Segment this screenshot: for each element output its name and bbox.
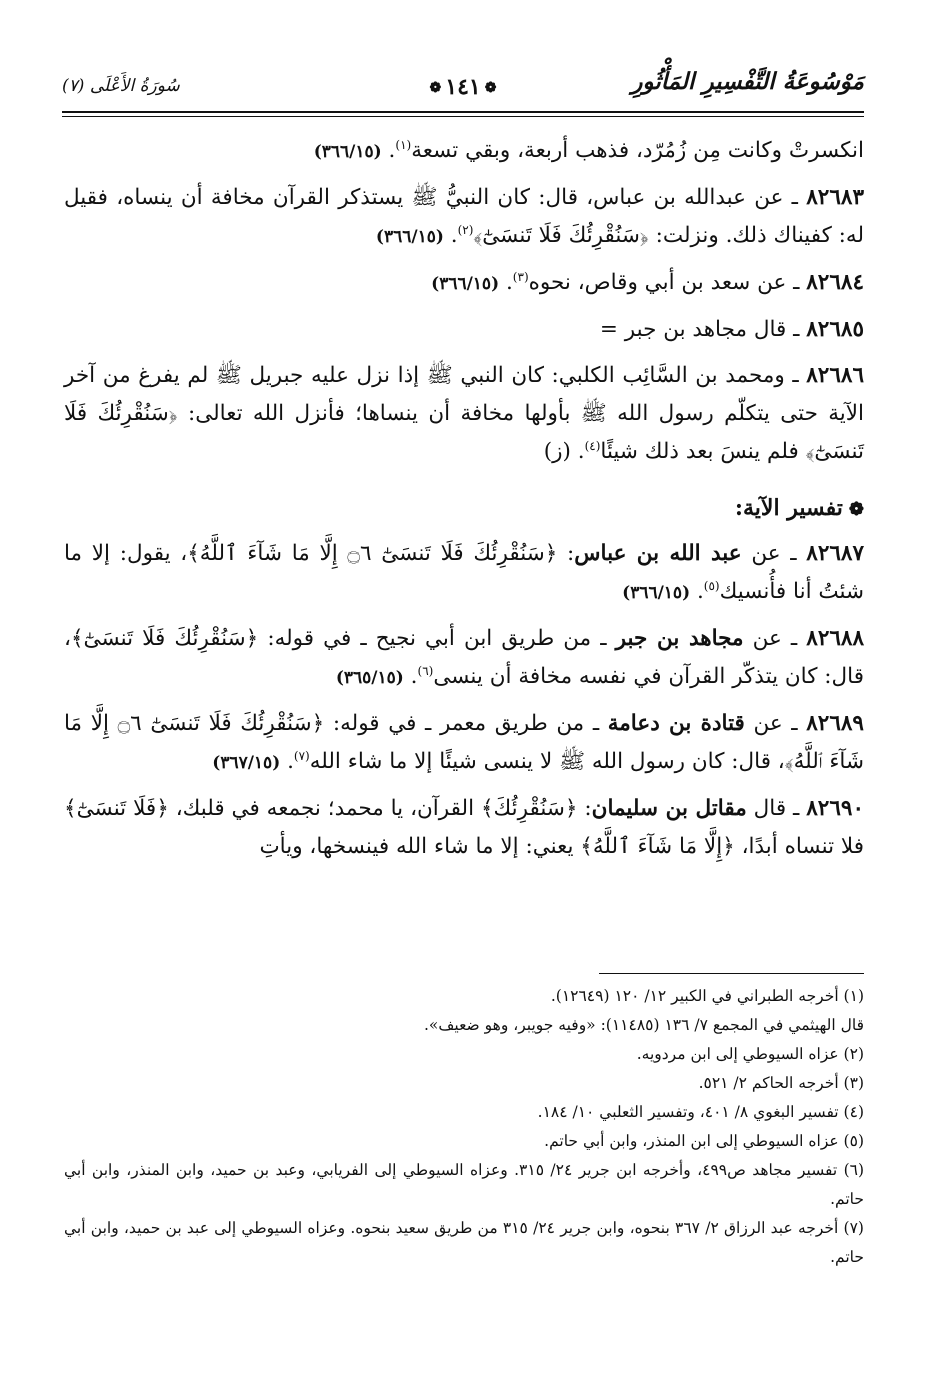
book-title: مَوْسُوعَةُ التَّفْسِيرِ المَأْثُورِ [631, 68, 864, 95]
narrator-name: مجاهد بن جبر [615, 626, 744, 651]
volume-reference: (٣٦٧/١٥) [212, 753, 281, 773]
narration-entry: ٨٢٦٨٩ ـ عن قتادة بن دعامة ـ من طريق معمر ـ في قوله: ﴿سَنُقْرِئُكَ فَلَا تَنسَىٰٓ ۝٦ إِلَّا مَا شَآءَ ٱللَّهُ﴾، قال: كان رسول الله ﷺ لا ينسى شيئًا إلا ما شاء الله$^{(٧)}$. (٣٦٧/١٥) [64, 711, 864, 774]
header-rule-thin [62, 116, 864, 117]
footnote-marker: (٢) [457, 222, 474, 237]
entry-number: ٨٢٦٨٣ [806, 185, 864, 210]
footnote: (٤) تفسير البغوي ٨/ ٤٠١، وتفسير الثعلبي ١٠/ ١٨٤. [537, 1103, 864, 1121]
page-number-block [426, 74, 501, 100]
volume-reference: (٣٦٦/١٥) [622, 583, 691, 603]
entry-number: ٨٢٦٨٤ [806, 270, 864, 295]
footnote-marker: (٣) [512, 269, 529, 284]
entry-text: : ﴿سَنُقْرِئُكَ﴾ القرآن، يا محمد؛ نجمعه في قلبك، ﴿فَلَا تَنسَىٰٓ﴾ فلا تنساه أبدًا، ﴿إِلَّا مَا شَآءَ ٱللَّهُ﴾ يعني: إلا ما شاء الله فينسخها، ويأتِ [64, 796, 864, 859]
entry-number: ٨٢٦٨٨ [806, 626, 865, 651]
narration-entry: ٨٢٦٨٧ ـ عن عبد الله بن عباس: ﴿سَنُقْرِئُكَ فَلَا تَنسَىٰٓ ۝٦ إِلَّا مَا شَآءَ ٱللَّهُ﴾، يقول: إلا ما شئتُ أنا فأُنسيك$^{(٥)}$. (٣٦٦/١٥) [64, 541, 865, 604]
narrator-name: قتادة بن دعامة [607, 711, 745, 736]
entry-number: ٨٢٦٨٧ [806, 541, 865, 566]
narration-entry: ٨٢٦٨٨ ـ عن مجاهد بن جبر ـ من طريق ابن أبي نجيح ـ في قوله: ﴿سَنُقْرِئُكَ فَلَا تَنسَىٰٓ﴾، قال: كان يتذكّر القرآن في نفسه مخافة أن ينسى$^{(٦)}$. (٣٦٥/١٥) [64, 626, 865, 689]
entry-number: ٨٢٦٨٦ [806, 363, 864, 388]
narration-entry: ٨٢٦٨٦ ـ ومحمد بن السَّائِب الكلبي: كان النبي ﷺ إذا نزل عليه جبريل ﷺ لم يفرغ من آخر الآية حتى يتكلّم رسول الله ﷺ بأولها مخافة أن ينساها؛ فأنزل الله تعالى: ﴿سَنُقْرِئُكَ فَلَا تَنسَىٰٓ﴾ فلم ينسَ بعد ذلك شيئًا$^{(٤)}$. (ز) [64, 363, 864, 464]
footnote-marker: (٦) [417, 663, 434, 678]
footnote-marker: (٤) [584, 438, 601, 453]
entry-number: ٨٢٦٨٥ [806, 317, 864, 342]
narration-entry: ٨٢٦٨٤ ـ عن سعد بن أبي وقاص، نحوه$^{(٣)}$. (٣٦٦/١٥) [431, 269, 864, 295]
surah-title: سُورَةُ الأَعْلَى (٧) [62, 76, 180, 96]
narrator-name: مقاتل بن سليمان [591, 796, 747, 821]
footnote: (٥) عزاه السيوطي إلى ابن المنذر، وابن أبي حاتم. [544, 1132, 864, 1150]
ornament-icon: ❁ [429, 80, 442, 96]
footnote: (٣) أخرجه الحاكم ٢/ ٥٢١. [698, 1074, 864, 1092]
narration-entry [64, 311, 864, 349]
entry-text: ـ عن عبدالله بن عباس، قال: كان النبيُّ ﷺ يستذكر القرآن مخافة أن ينساه، فقيل له: كفيناك ذلك. ونزلت: ﴿سَنُقْرِئُكَ فَلَا تَنسَىٰٓ﴾ [64, 185, 864, 248]
footnote-continuation: قال الهيثمي في المجمع ٧/ ١٣٦ (١١٤٨٥): «وفيه جويبر، وهو ضعيف». [423, 1016, 864, 1034]
section-heading: ❁تفسير الآية: [734, 495, 864, 521]
volume-reference: (٣٦٦/١٥) [313, 142, 382, 162]
ornament-icon: ❁ [484, 80, 497, 96]
entry-number: ٨٢٦٩٠ [806, 796, 864, 821]
footnote: (١) أخرجه الطبراني في الكبير ١٢/ ١٢٠ (١٢٦٤٩). [550, 987, 864, 1005]
narration-entry: ٨٢٦٩٠ ـ قال مقاتل بن سليمان: ﴿سَنُقْرِئُكَ﴾ القرآن، يا محمد؛ نجمعه في قلبك، ﴿فَلَا تَنسَىٰٓ﴾ فلا تنساه أبدًا، ﴿إِلَّا مَا شَآءَ ٱللَّهُ﴾ يعني: إلا ما شاء الله فينسخها، ويأتِ [64, 796, 864, 859]
main-text [64, 132, 864, 874]
entry-text: : ﴿سَنُقْرِئُكَ فَلَا تَنسَىٰٓ ۝٦ إِلَّا مَا شَآءَ ٱللَّهُ﴾، يقول: إلا ما شئتُ أنا فأُنسيك [64, 541, 864, 604]
footnote-separator [599, 973, 864, 974]
footnote: (٢) عزاه السيوطي إلى ابن مردويه. [636, 1045, 864, 1063]
entry-text: ـ من طريق ابن أبي نجيح ـ في قوله: ﴿سَنُقْرِئُكَ فَلَا تَنسَىٰٓ﴾، قال: كان يتذكّر القرآن في نفسه مخافة أن ينسى [64, 626, 864, 689]
narrator-name: عبد الله بن عباس [574, 541, 742, 566]
volume-reference: (٣٦٦/١٥) [375, 227, 444, 247]
entry-text: ـ قال مجاهد بن جبر = [599, 317, 807, 342]
entry-text: ـ من طريق معمر ـ في قوله: ﴿سَنُقْرِئُكَ فَلَا تَنسَىٰٓ ۝٦ إِلَّا مَا شَآءَ ٱللَّهُ﴾، قال: كان رسول الله ﷺ لا ينسى شيئًا إلا ما شاء الله [64, 711, 864, 774]
footnotes [64, 982, 864, 1272]
volume-reference: (٣٦٥/١٥) [335, 668, 404, 688]
footnote-marker: (١) [395, 137, 412, 152]
page-header [62, 68, 864, 104]
volume-reference: (٣٦٦/١٥) [431, 274, 500, 294]
entry-text: ـ ومحمد بن السَّائِب الكلبي: كان النبي ﷺ إذا نزل عليه جبريل ﷺ لم يفرغ من آخر الآية حتى يتكلّم رسول الله ﷺ بأولها مخافة أن ينساها؛ فأنزل الله تعالى: ﴿سَنُقْرِئُكَ فَلَا تَنسَىٰٓ﴾ فلم ينسَ بعد ذلك شيئًا [64, 363, 864, 464]
footnote-marker: (٥) [703, 578, 720, 593]
header-rule [62, 111, 864, 113]
narration-entry: ٨٢٦٨٣ ـ عن عبدالله بن عباس، قال: كان النبيُّ ﷺ يستذكر القرآن مخافة أن ينساه، فقيل له: كفيناك ذلك. ونزلت: ﴿سَنُقْرِئُكَ فَلَا تَنسَىٰٓ﴾$^{(٢)}$. (٣٦٦/١٥) [64, 185, 864, 248]
footnote: (٧) أخرجه عبد الرزاق ٢/ ٣٦٧ بنحوه، وابن جرير ٢٤/ ٣١٥ من طريق سعيد بنحوه. وعزاه السيوطي إلى عبد بن حميد، وابن أبي حاتم. [64, 1219, 864, 1266]
footnote-marker: (٧) [293, 748, 310, 763]
paragraph-continuation: انكسرتْ وكانت مِن زُمُرّد، فذهب أربعة، وبقي تسعة$^{(١)}$. (٣٦٦/١٥) [313, 137, 864, 163]
footnote: (٦) تفسير مجاهد ص٤٩٩، وأخرجه ابن جرير ٢٤/ ٣١٥. وعزاه السيوطي إلى الفريابي، وعبد بن حميد، وابن المنذر، وابن أبي حاتم. [64, 1161, 865, 1208]
page-number: ١٤١ [445, 74, 481, 100]
flower-ornament-icon: ❁ [848, 499, 864, 520]
entry-text: ـ عن سعد بن أبي وقاص، نحوه [528, 270, 807, 295]
entry-number: ٨٢٦٨٩ [806, 711, 864, 736]
